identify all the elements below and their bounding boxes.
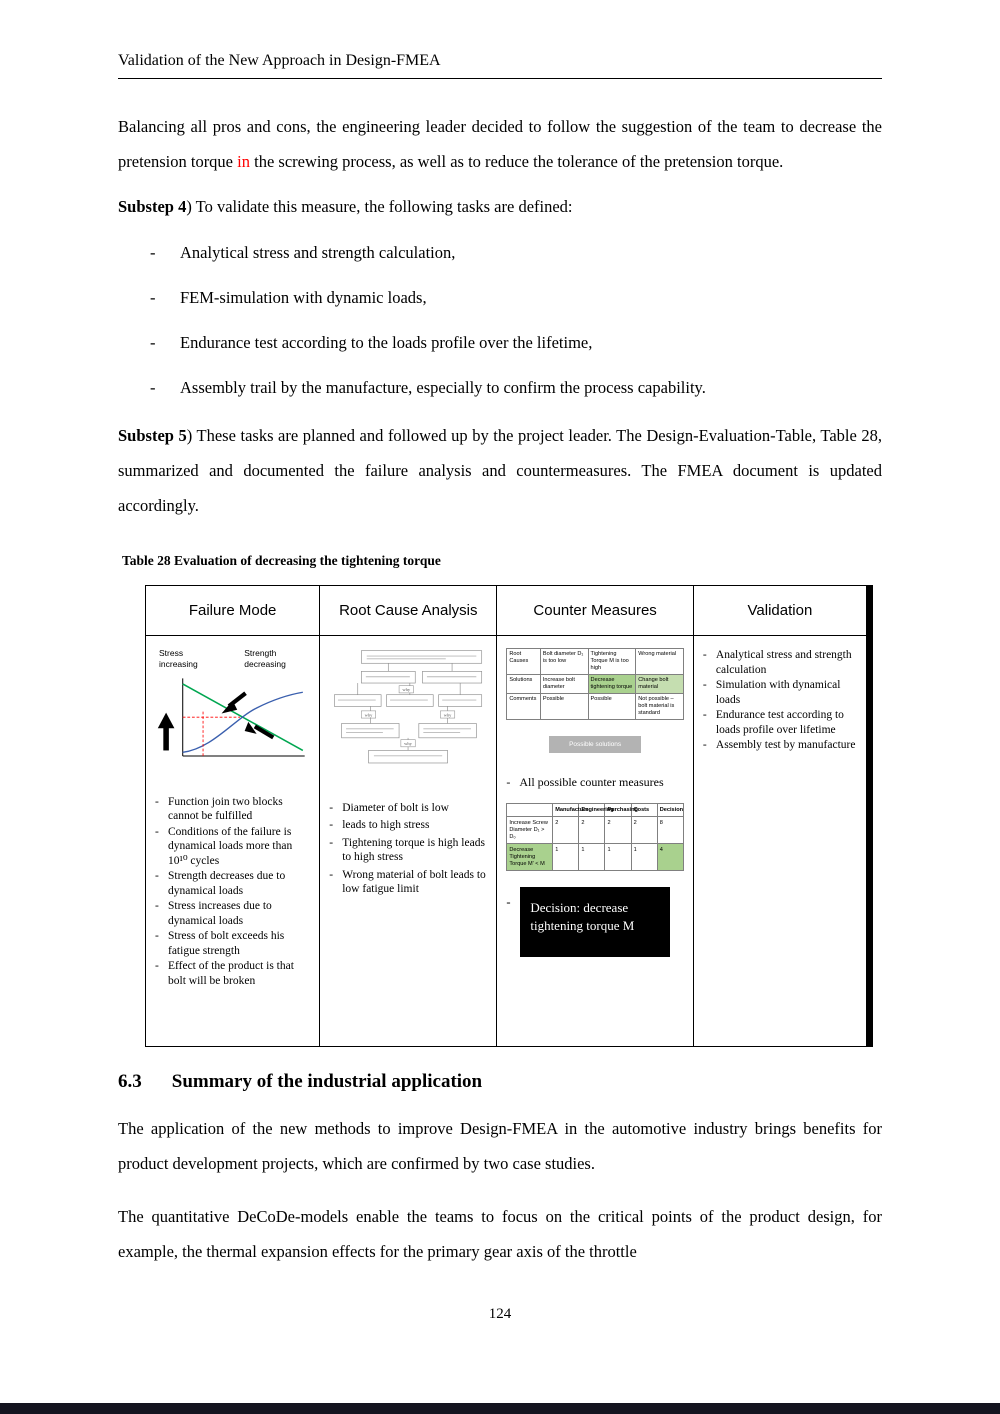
list-item — [118, 326, 882, 359]
red-word: in — [237, 152, 250, 171]
dash-bullet: - — [155, 960, 159, 973]
table-cell: Solutions — [507, 674, 541, 693]
table-row — [507, 844, 684, 871]
table-cell: Decrease Tightening Torque M' < M — [507, 844, 553, 871]
table-cell: Change bolt material — [636, 674, 684, 693]
fmea-table — [145, 585, 873, 1047]
table-cell: 8 — [657, 817, 683, 844]
substep4-line — [118, 189, 882, 224]
list-item — [329, 801, 487, 816]
counter-measures-cell — [497, 636, 694, 1046]
table-cell: Wrong material — [636, 649, 684, 675]
list-item-text: Wrong material of bolt leads to low fatigue limit — [342, 868, 486, 896]
table-cell: 2 — [579, 817, 605, 844]
list-item — [155, 959, 310, 988]
decision-note-row — [506, 887, 684, 957]
column-header-failure-mode: Failure Mode — [146, 586, 320, 636]
validation-bullet-list — [703, 648, 857, 753]
table-cell: Not possible – bolt material is standard — [636, 693, 684, 719]
table-cell: Manufacture — [553, 804, 579, 817]
paragraph-intro — [118, 109, 882, 179]
table-cell: Comments — [507, 693, 541, 719]
summary-paragraph-1: The application of the new methods to improve Design-FMEA in the automotive industry brings benefits for product development projects, which are confirmed by two case studies. — [118, 1119, 882, 1173]
table-cell: 2 — [553, 817, 579, 844]
list-item — [155, 869, 310, 898]
fmea-table-wrapper — [145, 585, 873, 1047]
dash-bullet: - — [702, 649, 707, 661]
table-cell: 1 — [605, 844, 631, 871]
failure-mode-cell — [146, 636, 320, 1046]
list-item — [155, 929, 310, 958]
dash-bullet: - — [506, 774, 511, 789]
table-row — [507, 649, 684, 675]
substep5-label: Substep 5 — [118, 426, 187, 445]
section-heading — [118, 1071, 882, 1093]
solutions-mini-table — [506, 648, 684, 720]
table-cell: Purchasing — [605, 804, 631, 817]
validation-cell — [694, 636, 866, 1046]
table-cell — [507, 804, 553, 817]
table-cell: 2 — [605, 817, 631, 844]
list-item — [118, 236, 882, 269]
section-title: Summary of the industrial application — [171, 1071, 483, 1092]
dash-bullet: - — [150, 378, 156, 397]
list-item-text: Conditions of the failure is dynamical loads more than 10¹⁰ cycles — [168, 825, 293, 867]
dash-bullet: - — [155, 825, 159, 838]
dash-bullet: - — [329, 801, 334, 814]
list-item — [329, 818, 487, 833]
substep4-bullet-list — [118, 236, 882, 404]
column-header-validation: Validation — [694, 586, 866, 636]
list-item — [703, 678, 857, 707]
table-cell: Tightening Torque M is too high — [588, 649, 636, 675]
table-row — [507, 674, 684, 693]
list-item-text: Endurance test according to loads profile over lifetime — [715, 709, 844, 736]
page-bottom-edge — [0, 1403, 1000, 1414]
table-row — [507, 817, 684, 844]
running-header-text: Validation of the New Approach in Design-FMEA — [118, 52, 441, 69]
possible-solutions-button: Possible solutions — [549, 736, 641, 753]
why-label: why — [404, 741, 413, 747]
why-label: why — [402, 687, 411, 693]
substep5-rest: ) These tasks are planned and followed up by the project leader. The Design-Evaluation-Table, Table 28, summarized and documented the failure analysis and countermeasures. The FMEA document is updated accordingly. — [118, 426, 882, 515]
section-number: 6.3 — [118, 1071, 142, 1092]
table-cell: Possible — [540, 693, 588, 719]
dash-bullet: - — [702, 679, 707, 691]
stress-strength-chart — [155, 671, 310, 769]
table-cell: Increase bolt diameter — [540, 674, 588, 693]
table-cell: 1 — [631, 844, 657, 871]
list-item — [703, 648, 857, 677]
list-item-text: Assembly trail by the manufacture, especially to confirm the process capability. — [180, 378, 706, 397]
table-cell: 1 — [579, 844, 605, 871]
column-header-counter-measures: Counter Measures — [497, 586, 694, 636]
dash-bullet: - — [329, 868, 334, 881]
paragraph-intro-text-2: the screwing process, as well as to reduce the tolerance of the pretension torque. — [249, 152, 784, 171]
dash-bullet: - — [155, 930, 159, 943]
dash-bullet: - — [150, 333, 156, 352]
list-item-text: leads to high stress — [342, 819, 430, 832]
table-cell: Root Causes — [507, 649, 541, 675]
list-item-text: Analytical stress and strength calculation — [715, 649, 852, 676]
dash-bullet: - — [155, 900, 159, 913]
list-item — [703, 738, 857, 753]
list-item-text: Endurance test according to the loads profile over the lifetime, — [180, 333, 593, 352]
list-item-text: Stress increases due to dynamical loads — [168, 900, 272, 927]
list-item — [155, 795, 310, 824]
dash-bullet: - — [150, 288, 156, 307]
list-item — [118, 371, 882, 404]
root-cause-tree-diagram — [329, 648, 487, 767]
list-item-text: Diameter of bolt is low — [342, 801, 449, 814]
summary-paragraph-2: The quantitative DeCoDe-models enable the teams to focus on the critical points of the product design, for example, the thermal expansion effects for the primary gear axis of the throttle — [118, 1207, 882, 1261]
table-cell: Increase Screw Diameter D₁ > D₀ — [507, 817, 553, 844]
root-cause-analysis-cell — [320, 636, 497, 1046]
dash-bullet: - — [155, 870, 159, 883]
list-item-text: All possible counter measures — [519, 774, 664, 789]
list-item — [329, 868, 487, 897]
list-item — [329, 836, 487, 865]
column-header-root-cause-analysis: Root Cause Analysis — [320, 586, 497, 636]
running-header — [118, 52, 882, 79]
list-item — [118, 281, 882, 314]
substep5-paragraph — [118, 418, 882, 523]
table-cell: Bolt diameter D₁ is too low — [540, 649, 588, 675]
dash-bullet: - — [150, 243, 156, 262]
substep4-label: Substep 4 — [118, 197, 187, 216]
list-item-text: Analytical stress and strength calculation, — [180, 243, 456, 262]
list-item-text: Stress of bolt exceeds his fatigue strength — [168, 930, 285, 957]
dash-bullet: - — [329, 836, 334, 849]
dash-bullet: - — [702, 709, 707, 721]
table-row — [507, 804, 684, 817]
list-item-text: Simulation with dynamical loads — [715, 679, 841, 706]
why-label: why — [364, 712, 373, 718]
failure-mode-bullet-list — [155, 795, 310, 989]
list-item — [506, 775, 684, 790]
stress-curve — [183, 692, 303, 752]
why-label: why — [443, 712, 452, 718]
dash-bullet: - — [506, 895, 511, 910]
up-arrow-icon — [158, 713, 175, 751]
dash-bullet: - — [155, 795, 159, 808]
list-item — [703, 708, 857, 737]
list-item-text: Effect of the product is that bolt will be broken — [168, 960, 294, 987]
decision-mini-table — [506, 803, 684, 871]
table-cell: Engineering — [579, 804, 605, 817]
list-item-text: Function join two blocks cannot be fulfilled — [168, 795, 283, 823]
dash-bullet: - — [329, 819, 334, 832]
chart-label-strength-decreasing: Strength decreasing — [244, 648, 286, 669]
table-cell: Decrease tightening torque — [588, 674, 636, 693]
list-item-text: Tightening torque is high leads to high stress — [342, 836, 485, 864]
table-cell: Decision — [657, 804, 683, 817]
page-number: 124 — [488, 1306, 512, 1322]
table-caption: Table 28 Evaluation of decreasing the tightening torque — [122, 553, 441, 568]
table-row — [507, 693, 684, 719]
table-cell: 1 — [553, 844, 579, 871]
list-item — [155, 825, 310, 869]
list-item-text: Assembly test by manufacture — [715, 739, 856, 751]
table-cell: Costs — [631, 804, 657, 817]
substep4-rest: ) To validate this measure, the following tasks are defined: — [186, 197, 573, 216]
list-item-text: FEM-simulation with dynamic loads, — [180, 288, 427, 307]
table-cell: 4 — [657, 844, 683, 871]
table-cell: Possible — [588, 693, 636, 719]
stress-strength-chart-labels — [155, 648, 310, 669]
table-cell: 2 — [631, 817, 657, 844]
chart-label-stress-increasing: Stress increasing — [159, 648, 198, 669]
decision-highlight-box: Decision: decrease tightening torque M — [520, 887, 670, 957]
dash-bullet: - — [702, 739, 707, 751]
list-item — [155, 899, 310, 928]
root-cause-bullet-list — [329, 801, 487, 897]
list-item-text: Strength decreases due to dynamical loads — [168, 870, 286, 897]
paragraph-intro-text-1: Balancing all pros and cons, the engineering leader decided to follow the suggestion of the team to decrease the pretension torque — [118, 117, 882, 171]
